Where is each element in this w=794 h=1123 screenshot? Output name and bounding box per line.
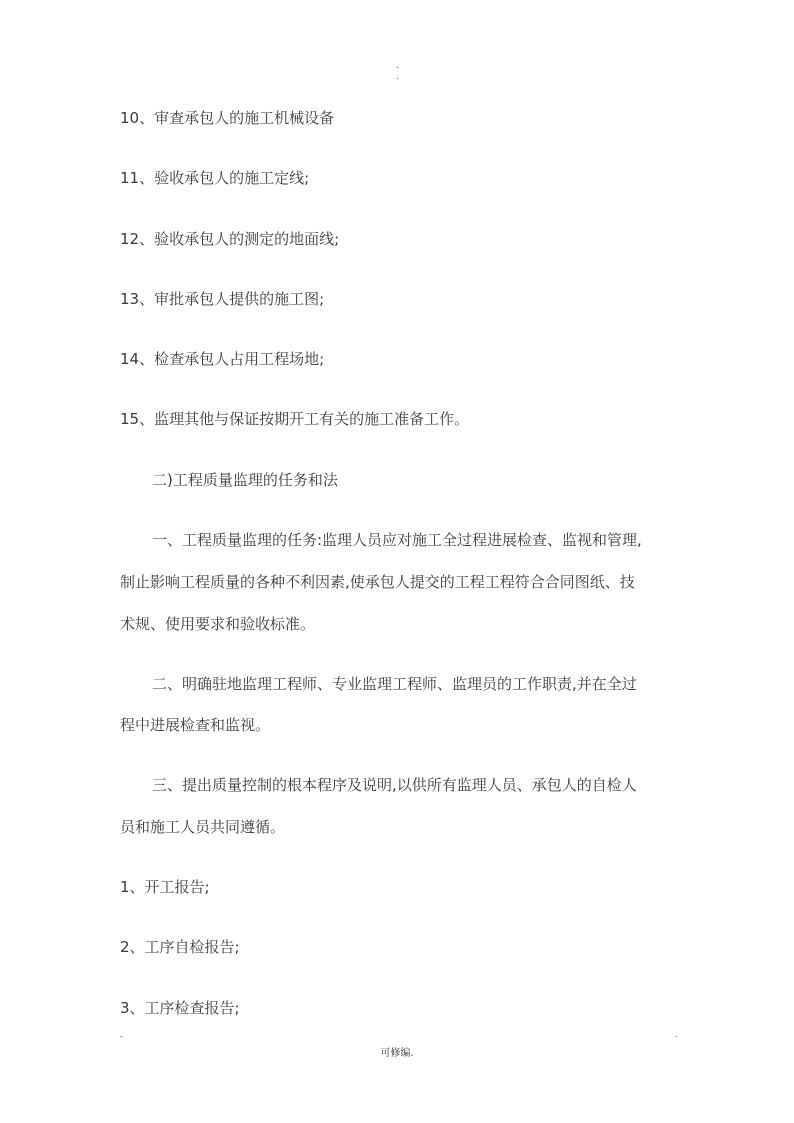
header-mark-bottom: . (396, 72, 399, 82)
paragraph-2-line-2: 程中进展检查和监视。 (120, 716, 271, 734)
paragraph-2-line-1: 二、明确驻地监理工程师、专业监理工程师、监理员的工作职责,并在全过 (152, 675, 637, 693)
footer-right-mark: . (675, 1030, 678, 1039)
list-item-3: 3、工序检查报告; (120, 999, 240, 1017)
text-line-12: 12、验收承包人的测定的地面线; (120, 230, 340, 248)
footer-text: 可修编. (380, 1048, 414, 1059)
list-item-1: 1、开工报告; (120, 878, 210, 896)
paragraph-3-line-1: 三、提出质量控制的根本程序及说明,以供所有监理人员、承包人的自检人 (152, 776, 637, 794)
list-item-2: 2、工序自检报告; (120, 938, 240, 956)
text-line-15: 15、监理其他与保证按期开工有关的施工准备工作。 (120, 410, 470, 428)
paragraph-1-line-3: 术规、使用要求和验收标准。 (120, 615, 316, 633)
text-line-11: 11、验收承包人的施工定线; (120, 169, 310, 187)
footer-left-mark: - (120, 1032, 123, 1041)
section-heading: 二)工程质量监理的任务和法 (152, 471, 338, 489)
paragraph-3-line-2: 员和施工人员共同遵循。 (120, 818, 286, 836)
text-line-14: 14、检查承包人占用工程场地; (120, 350, 325, 368)
paragraph-1-line-1: 一、工程质量监理的任务:监理人员应对施工全过程进展检查、监视和管理, (152, 531, 642, 549)
text-line-13: 13、审批承包人提供的施工图; (120, 290, 325, 308)
text-line-10: 10、审查承包人的施工机械设备 (120, 109, 335, 127)
paragraph-1-line-2: 制止影响工程质量的各种不利因素,使承包人提交的工程工程符合合同图纸、技 (120, 573, 635, 591)
header-mark-top: . (396, 61, 399, 71)
